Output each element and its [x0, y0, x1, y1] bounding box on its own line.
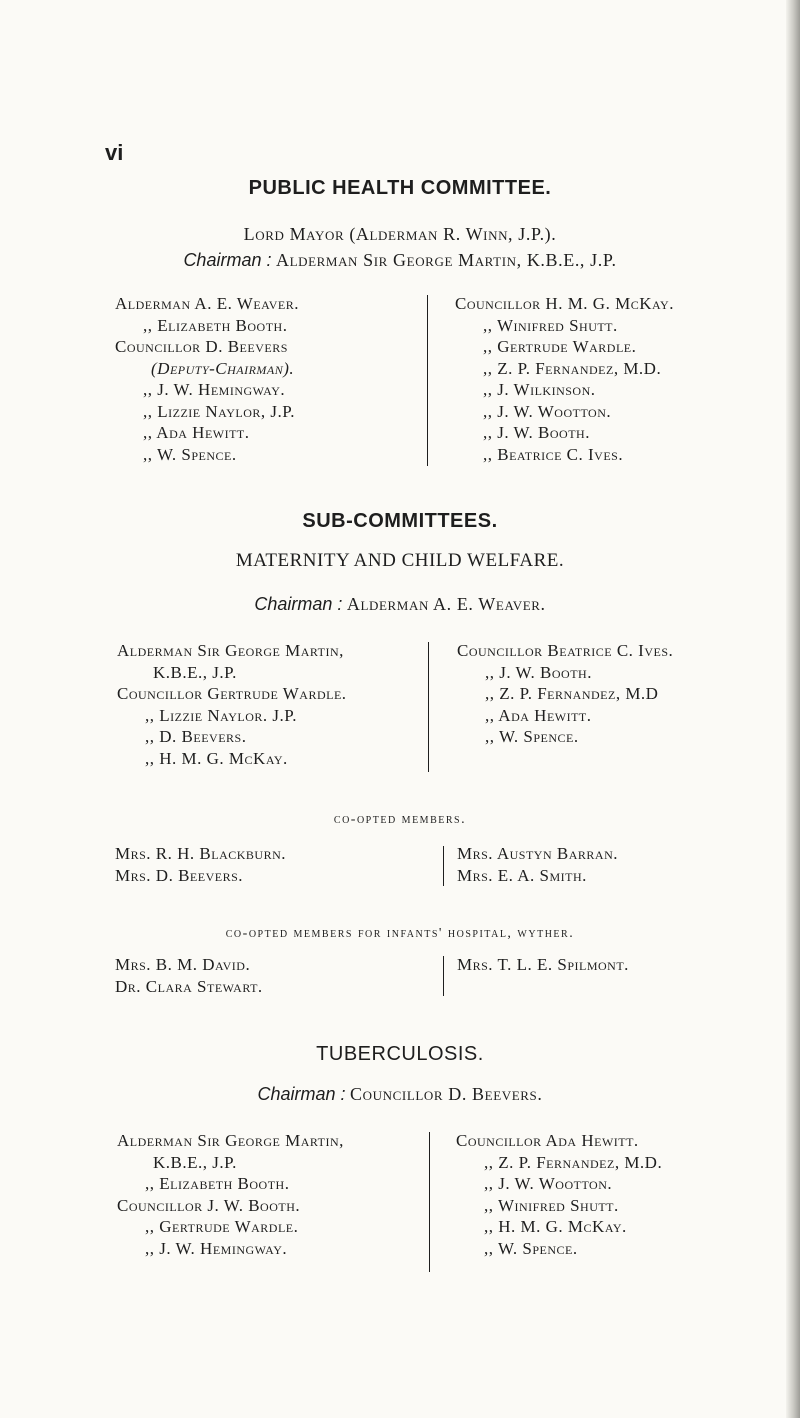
member-entry: Councillor Gertrude Wardle.	[117, 684, 347, 703]
member-entry: Mrs. Austyn Barran.	[457, 844, 618, 863]
member-entry: Mrs. R. H. Blackburn.	[115, 844, 287, 863]
member-entry: Councillor D. Beevers	[115, 337, 288, 356]
member-entry: (Deputy-Chairman).	[151, 358, 295, 378]
member-entry: ,, Gertrude Wardle.	[483, 337, 637, 356]
member-entry: ,, Z. P. Fernandez, M.D.	[484, 1152, 663, 1172]
member-entry: ,, J. W. Hemingway.	[143, 380, 286, 399]
tuberculosis-chairman-line	[0, 1084, 800, 1105]
scan-edge-shadow	[786, 0, 800, 1418]
maternity-members-right	[457, 640, 673, 748]
member-entry: ,, J. Wilkinson.	[483, 380, 596, 399]
member-entry: Councillor H. M. G. McKay.	[455, 294, 674, 313]
tuberculosis-chairman-label: Chairman :	[257, 1084, 346, 1104]
member-entry: ,, W. Spence.	[143, 444, 237, 464]
maternity-members-left	[117, 640, 347, 769]
member-entry: ,, J. W. Booth.	[485, 662, 592, 682]
maternity-chairman-label: Chairman :	[254, 594, 343, 614]
member-entry: ,, H. M. G. McKay.	[484, 1217, 627, 1236]
subcommittees-title: SUB-COMMITTEES.	[302, 510, 498, 532]
main-members-left	[115, 293, 299, 465]
member-entry: ,, Beatrice C. Ives.	[483, 444, 624, 464]
maternity-title: MATERNITY AND CHILD WELFARE.	[235, 550, 565, 571]
member-entry: ,, Ada Hewitt.	[485, 705, 592, 725]
coopted-members-right	[457, 843, 618, 886]
maternity-chairman-line	[0, 594, 800, 615]
column-divider	[443, 956, 444, 996]
member-entry: Alderman Sir George Martin,	[117, 1131, 344, 1150]
member-entry: ,, Winifred Shutt.	[484, 1195, 619, 1215]
member-entry: ,, Z. P. Fernandez, M.D.	[483, 358, 662, 378]
member-entry: ,, D. Beevers.	[145, 727, 247, 746]
member-entry: ,, J. W. Wootton.	[484, 1174, 613, 1193]
maternity-chairman-value: Alderman A. E. Weaver.	[346, 594, 546, 614]
tuberculosis-members-left	[117, 1130, 344, 1259]
chairman-line	[0, 250, 800, 271]
chairman-value: Alderman Sir George Martin, K.B.E., J.P.	[275, 250, 617, 270]
column-divider	[428, 642, 429, 772]
member-entry: Mrs. T. L. E. Spilmont.	[457, 955, 629, 974]
chairman-label: Chairman :	[183, 250, 272, 270]
lord-mayor-line: Lord Mayor (Alderman R. Winn, J.P.).	[243, 224, 557, 244]
member-entry: Mrs. B. M. David.	[115, 955, 251, 974]
column-divider	[427, 295, 428, 466]
member-entry: ,, Lizzie Naylor. J.P.	[145, 705, 298, 725]
member-entry: ,, Elizabeth Booth.	[143, 315, 288, 335]
page-number: vi	[105, 140, 124, 165]
member-entry: Councillor Ada Hewitt.	[456, 1131, 639, 1150]
member-entry: Councillor J. W. Booth.	[117, 1195, 301, 1215]
coopted-title: co-opted members.	[333, 812, 467, 827]
member-entry: Alderman Sir George Martin,	[117, 641, 344, 660]
member-entry: ,, J. W. Booth.	[483, 423, 590, 442]
member-entry: ,, J. W. Hemingway.	[145, 1238, 288, 1258]
column-divider	[443, 846, 444, 886]
member-entry: K.B.E., J.P.	[153, 662, 237, 682]
member-entry: Alderman A. E. Weaver.	[115, 294, 300, 313]
coopted-members-left	[115, 843, 286, 886]
member-entry: ,, H. M. G. McKay.	[145, 748, 288, 768]
main-members-right	[455, 293, 674, 465]
tuberculosis-members-right	[456, 1130, 662, 1259]
member-entry: Mrs. D. Beevers.	[115, 865, 243, 885]
coopted-infants-left	[115, 954, 263, 997]
member-entry: ,, W. Spence.	[485, 727, 579, 746]
member-entry: K.B.E., J.P.	[153, 1152, 237, 1172]
tuberculosis-title: TUBERCULOSIS.	[316, 1043, 484, 1065]
coopted-infants-right	[457, 954, 629, 976]
coopted-infants-title: co-opted members for infants' hospital, wyther.	[225, 926, 575, 941]
member-entry: ,, Winifred Shutt.	[483, 315, 618, 335]
member-entry: ,, Z. P. Fernandez, M.D	[485, 684, 659, 703]
member-entry: ,, Ada Hewitt.	[143, 423, 250, 442]
member-entry: ,, Gertrude Wardle.	[145, 1217, 299, 1236]
member-entry: ,, Elizabeth Booth.	[145, 1174, 290, 1193]
member-entry: Dr. Clara Stewart.	[115, 976, 263, 996]
member-entry: ,, W. Spence.	[484, 1238, 578, 1258]
member-entry: Mrs. E. A. Smith.	[457, 865, 587, 885]
member-entry: ,, Lizzie Naylor, J.P.	[143, 401, 296, 421]
member-entry: ,, J. W. Wootton.	[483, 401, 612, 421]
column-divider	[429, 1132, 430, 1272]
tuberculosis-chairman-value: Councillor D. Beevers.	[350, 1084, 543, 1104]
page-title: PUBLIC HEALTH COMMITTEE.	[248, 177, 552, 199]
member-entry: Councillor Beatrice C. Ives.	[457, 641, 674, 660]
